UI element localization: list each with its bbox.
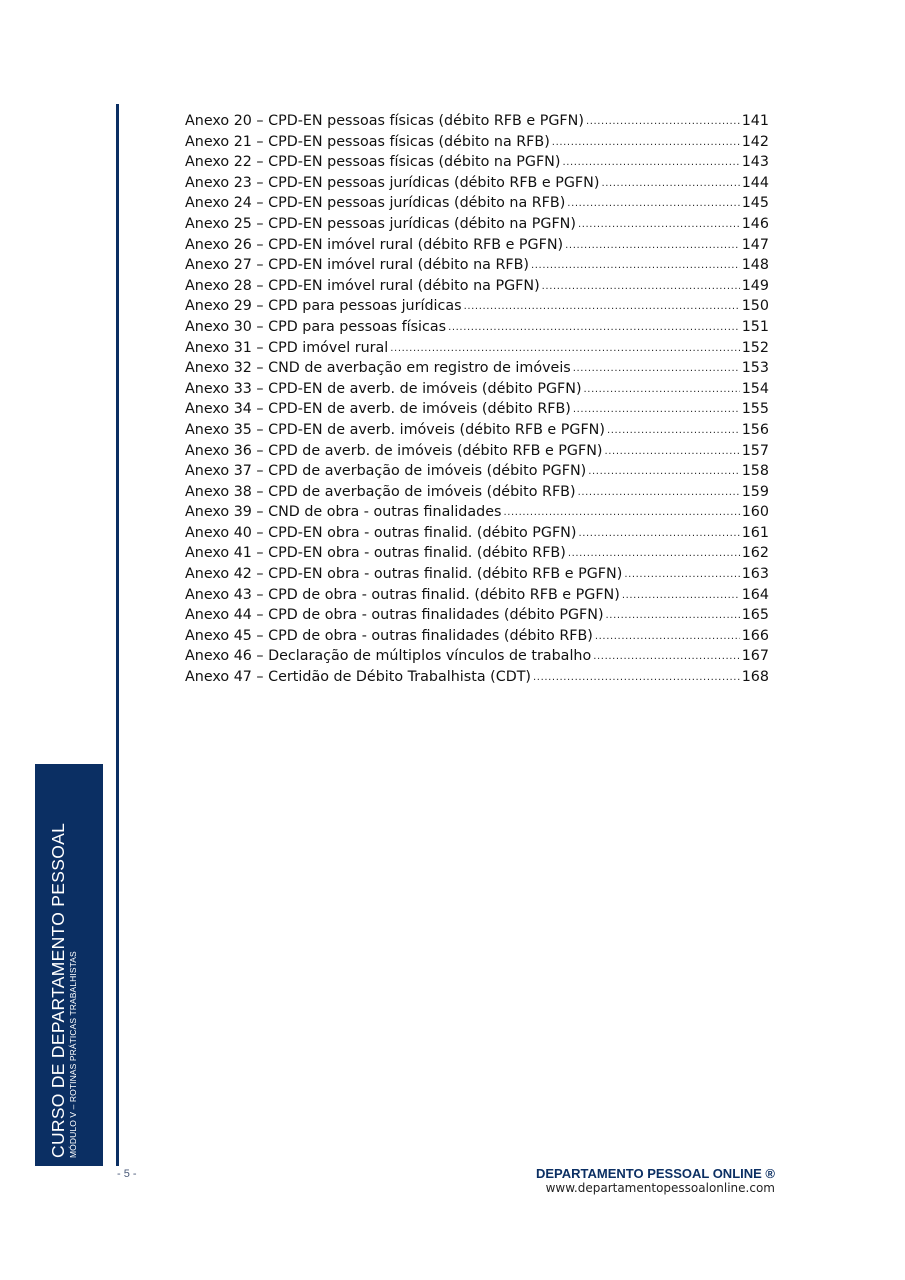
toc-entry-title: Anexo 35 – CPD-EN de averb. imóveis (débito RFB e PGFN) [185, 421, 605, 438]
toc-entry-page: 165 [741, 607, 769, 624]
toc-entry-page: 142 [741, 133, 769, 150]
toc-leader-dots [578, 213, 740, 236]
toc-entry-title: Anexo 36 – CPD de averb. de imóveis (débito RFB e PGFN) [185, 442, 603, 459]
toc-entry-page: 168 [741, 669, 769, 686]
toc-entry-page: 146 [741, 215, 769, 232]
toc-entry-title: Anexo 20 – CPD-EN pessoas físicas (débito RFB e PGFN) [185, 113, 584, 129]
toc-entry-page: 156 [741, 421, 769, 438]
toc-leader-dots [605, 440, 740, 463]
toc-leader-dots [607, 419, 740, 442]
toc-leader-dots [568, 542, 740, 565]
toc-entry-page: 152 [741, 339, 769, 356]
toc-entry-title: Anexo 47 – Certidão de Débito Trabalhista (CDT) [185, 669, 532, 686]
sidebar-title: CURSO DE DEPARTAMENTO PESSOAL [48, 822, 68, 1158]
toc-leader-dots [503, 501, 739, 524]
toc-entry[interactable] [185, 379, 769, 400]
toc-entry[interactable] [185, 132, 769, 153]
toc-entry-title: Anexo 29 – CPD para pessoas jurídicas [185, 298, 462, 315]
toc-entry-title: Anexo 43 – CPD de obra - outras finalid. (débito RFB e PGFN) [185, 586, 620, 603]
toc-leader-dots [542, 275, 740, 298]
toc-entry-title: Anexo 24 – CPD-EN pessoas jurídicas (débito na RFB) [185, 195, 566, 212]
toc-entry-page: 155 [741, 401, 769, 418]
toc-leader-dots [578, 522, 739, 545]
toc-leader-dots [552, 131, 740, 154]
toc-leader-dots [578, 481, 740, 504]
toc-leader-dots [593, 645, 739, 668]
toc-entry-title: Anexo 27 – CPD-EN imóvel rural (débito na RFB) [185, 257, 529, 274]
toc-leader-dots [573, 357, 740, 380]
toc-entry-title: Anexo 45 – CPD de obra - outras finalidades (débito RFB) [185, 627, 593, 644]
toc-entry-page: 162 [741, 545, 769, 562]
page-number: - 5 - [117, 1168, 137, 1180]
toc-entry[interactable] [185, 235, 769, 256]
toc-entry[interactable] [185, 626, 769, 647]
toc-entry-title: Anexo 42 – CPD-EN obra - outras finalid. (débito RFB e PGFN) [185, 566, 623, 583]
toc-entry-title: Anexo 26 – CPD-EN imóvel rural (débito RFB e PGFN) [185, 236, 564, 253]
toc-entry-page: 150 [741, 298, 769, 315]
toc-leader-dots [567, 192, 739, 215]
toc-entry-page: 144 [741, 174, 769, 191]
toc-entry-title: Anexo 46 – Declaração de múltiplos vínculos de trabalho [185, 648, 592, 665]
toc-leader-dots [586, 110, 740, 133]
toc-entry-title: Anexo 31 – CPD imóvel rural [185, 339, 389, 356]
toc-entry[interactable] [185, 441, 769, 462]
toc-entry-page: 141 [741, 113, 769, 129]
toc-entry-page: 154 [741, 380, 769, 397]
toc-entry-title: Anexo 25 – CPD-EN pessoas jurídicas (débito na PGFN) [185, 215, 576, 232]
toc-entry[interactable] [185, 193, 769, 214]
toc-entry-page: 157 [741, 442, 769, 459]
toc-entry[interactable] [185, 646, 769, 667]
toc-entry-page: 145 [741, 195, 769, 212]
toc-entry[interactable] [185, 399, 769, 420]
toc-entry-title: Anexo 41 – CPD-EN obra - outras finalid. (débito RFB) [185, 545, 566, 562]
toc-leader-dots [464, 295, 740, 318]
toc-entry-page: 148 [741, 257, 769, 274]
toc-entry-page: 159 [741, 483, 769, 500]
toc-leader-dots [606, 604, 740, 627]
toc-entry-title: Anexo 28 – CPD-EN imóvel rural (débito na PGFN) [185, 277, 540, 294]
footer-brand-title: DEPARTAMENTO PESSOAL ONLINE ® [535, 1166, 775, 1181]
toc-leader-dots [624, 563, 739, 586]
toc-entry-title: Anexo 44 – CPD de obra - outras finalidades (débito PGFN) [185, 607, 604, 624]
toc-entry-page: 151 [741, 318, 769, 335]
toc-leader-dots [588, 460, 739, 483]
toc-entry[interactable] [185, 296, 769, 317]
toc-entry-page: 143 [741, 154, 769, 171]
toc-leader-dots [565, 234, 740, 257]
toc-entry-title: Anexo 33 – CPD-EN de averb. de imóveis (débito PGFN) [185, 380, 582, 397]
toc-entry[interactable] [185, 502, 769, 523]
footer-url[interactable]: www.departamentopessoalonline.com [545, 1181, 775, 1195]
toc-leader-dots [584, 378, 740, 401]
toc-entry[interactable] [185, 605, 769, 626]
toc-entry-title: Anexo 40 – CPD-EN obra - outras finalid. (débito PGFN) [185, 524, 577, 541]
toc-entry-page: 149 [741, 277, 769, 294]
toc-entry[interactable] [185, 420, 769, 441]
toc-entry-page: 166 [741, 627, 769, 644]
toc-entry[interactable] [185, 564, 769, 585]
toc-leader-dots [622, 584, 740, 607]
toc-entry-title: Anexo 32 – CND de averbação em registro de imóveis [185, 360, 571, 377]
toc-entry[interactable] [185, 111, 769, 132]
toc-entry-page: 161 [741, 524, 769, 541]
toc-entry-page: 147 [741, 236, 769, 253]
toc-entry-title: Anexo 30 – CPD para pessoas físicas [185, 318, 447, 335]
toc-entry[interactable] [185, 173, 769, 194]
toc-entry[interactable] [185, 255, 769, 276]
toc-entry[interactable] [185, 276, 769, 297]
sidebar-subtitle: MÓDULO V – ROTINAS PRÁTICAS TRABALHISTAS [68, 951, 78, 1158]
toc-entry-title: Anexo 34 – CPD-EN de averb. de imóveis (débito RFB) [185, 401, 571, 418]
toc-entry[interactable] [185, 543, 769, 564]
toc-entry[interactable] [185, 585, 769, 606]
toc-leader-dots [562, 151, 739, 174]
toc-entry[interactable] [185, 523, 769, 544]
toc-entry-page: 160 [741, 504, 769, 521]
toc-entry[interactable] [185, 152, 769, 173]
toc-entry-page: 163 [741, 566, 769, 583]
toc-entry-page: 153 [741, 360, 769, 377]
sidebar-text [48, 758, 79, 1158]
toc-entry[interactable] [185, 214, 769, 235]
toc-entry-title: Anexo 38 – CPD de averbação de imóveis (débito RFB) [185, 483, 576, 500]
toc-entry[interactable] [185, 667, 769, 688]
toc-entry-title: Anexo 22 – CPD-EN pessoas físicas (débito na PGFN) [185, 154, 561, 171]
toc-entry-title: Anexo 23 – CPD-EN pessoas jurídicas (débito RFB e PGFN) [185, 174, 600, 191]
toc-leader-dots [573, 398, 740, 421]
table-of-contents [185, 111, 769, 688]
toc-entry-page: 164 [741, 586, 769, 603]
footer-brand [536, 1166, 775, 1196]
toc-leader-dots [595, 625, 740, 648]
toc-entry-title: Anexo 21 – CPD-EN pessoas físicas (débito na RFB) [185, 133, 550, 150]
toc-leader-dots [390, 337, 739, 360]
toc-entry-page: 158 [741, 463, 769, 480]
toc-entry-page: 167 [741, 648, 769, 665]
toc-entry[interactable] [185, 358, 769, 379]
toc-entry[interactable] [185, 317, 769, 338]
toc-leader-dots [601, 172, 739, 195]
toc-leader-dots [531, 254, 740, 277]
toc-entry-title: Anexo 37 – CPD de averbação de imóveis (débito PGFN) [185, 463, 587, 480]
toc-entry[interactable] [185, 461, 769, 482]
vertical-rule [116, 104, 119, 1166]
toc-entry[interactable] [185, 338, 769, 359]
toc-leader-dots [448, 316, 740, 339]
toc-leader-dots [533, 666, 740, 689]
toc-entry[interactable] [185, 482, 769, 503]
toc-entry-title: Anexo 39 – CND de obra - outras finalidades [185, 504, 502, 521]
